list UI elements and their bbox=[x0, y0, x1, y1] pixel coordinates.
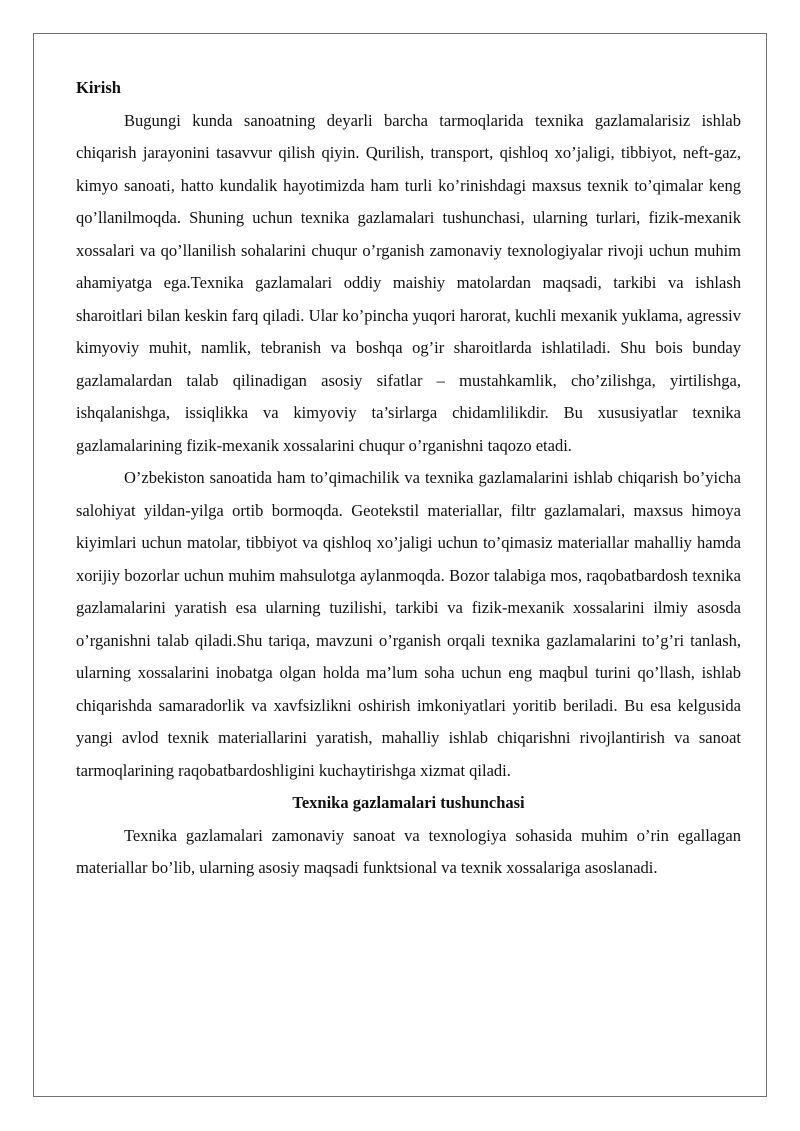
document-body bbox=[76, 72, 741, 885]
section-paragraph-1: Texnika gazlamalari zamonaviy sanoat va texnologiya sohasida muhim o’rin egallagan materiallar bo’lib, ularning asosiy maqsadi funktsional va texnik xossalariga asoslanadi. bbox=[76, 825, 741, 877]
intro-heading: Kirish bbox=[76, 78, 121, 97]
section-heading: Texnika gazlamalari tushunchasi bbox=[292, 793, 525, 812]
intro-paragraph-1: Bugungi kunda sanoatning deyarli barcha tarmoqlarida texnika gazlamalarisiz ishlab chiqarish jarayonini tasavvur qilish qiyin. Qurilish, transport, qishloq xo’jaligi, tibbiyot, neft-gaz, kimyo sanoati, hatto kundalik hayotimizda ham turli ko’rinishdagi maxsus texnik to’qimalar keng qo’llanilmoqda. Shuning uchun texnika gazlamalari tushunchasi, ularning turlari, fizik-mexanik xossalari va qo’llanilish sohalarini chuqur o’rganish zamonaviy texnologiyalar rivoji uchun muhim ahamiyatga ega.Texnika gazlamalari oddiy maishiy matolardan maqsadi, tarkibi va ishlash sharoitlari bilan keskin farq qiladi. Ular ko’pincha yuqori harorat, kuchli mexanik yuklama, agressiv kimyoviy muhit, namlik, tebranish va boshqa og’ir sharoitlarda ishlatiladi. Shu bois bunday gazlamalardan talab qilinadigan asosiy sifatlar – mustahkamlik, cho’zilishga, yirtilishga, ishqalanishga, issiqlikka va kimyoviy ta’sirlarga chidamlilikdir. Bu xususiyatlar texnika gazlamalarining fizik-mexanik xossalarini chuqur o’rganishni taqozo etadi. bbox=[76, 110, 741, 455]
intro-paragraph-2: O’zbekiston sanoatida ham to’qimachilik va texnika gazlamalarini ishlab chiqarish bo’yicha salohiyat yildan-yilga ortib bormoqda. Geotekstil materiallar, filtr gazlamalari, maxsus himoya kiyimlari uchun matolar, tibbiyot va qishloq xo’jaligi uchun to’qimasiz materiallar mahalliy hamda xorijiy bozorlar uchun muhim mahsulotga aylanmoqda. Bozor talabiga mos, raqobatbardosh texnika gazlamalarini yaratish esa ularning tuzilishi, tarkibi va fizik-mexanik xossalarini ilmiy asosda o’rganishni talab qiladi.Shu tariqa, mavzuni o’rganish orqali texnika gazlamalarini to’g’ri tanlash, ularning xossalarini inobatga olgan holda ma’lum soha uchun eng maqbul turini qo’llash, ishlab chiqarishda samaradorlik va xavfsizlikni oshirish imkoniyatlari yoritib beriladi. Bu esa kelgusida yangi avlod texnik materiallarini yaratish, mahalliy ishlab chiqarishni rivojlantirish va sanoat tarmoqlarining raqobatbardoshligini kuchaytirishga xizmat qiladi. bbox=[76, 468, 741, 780]
